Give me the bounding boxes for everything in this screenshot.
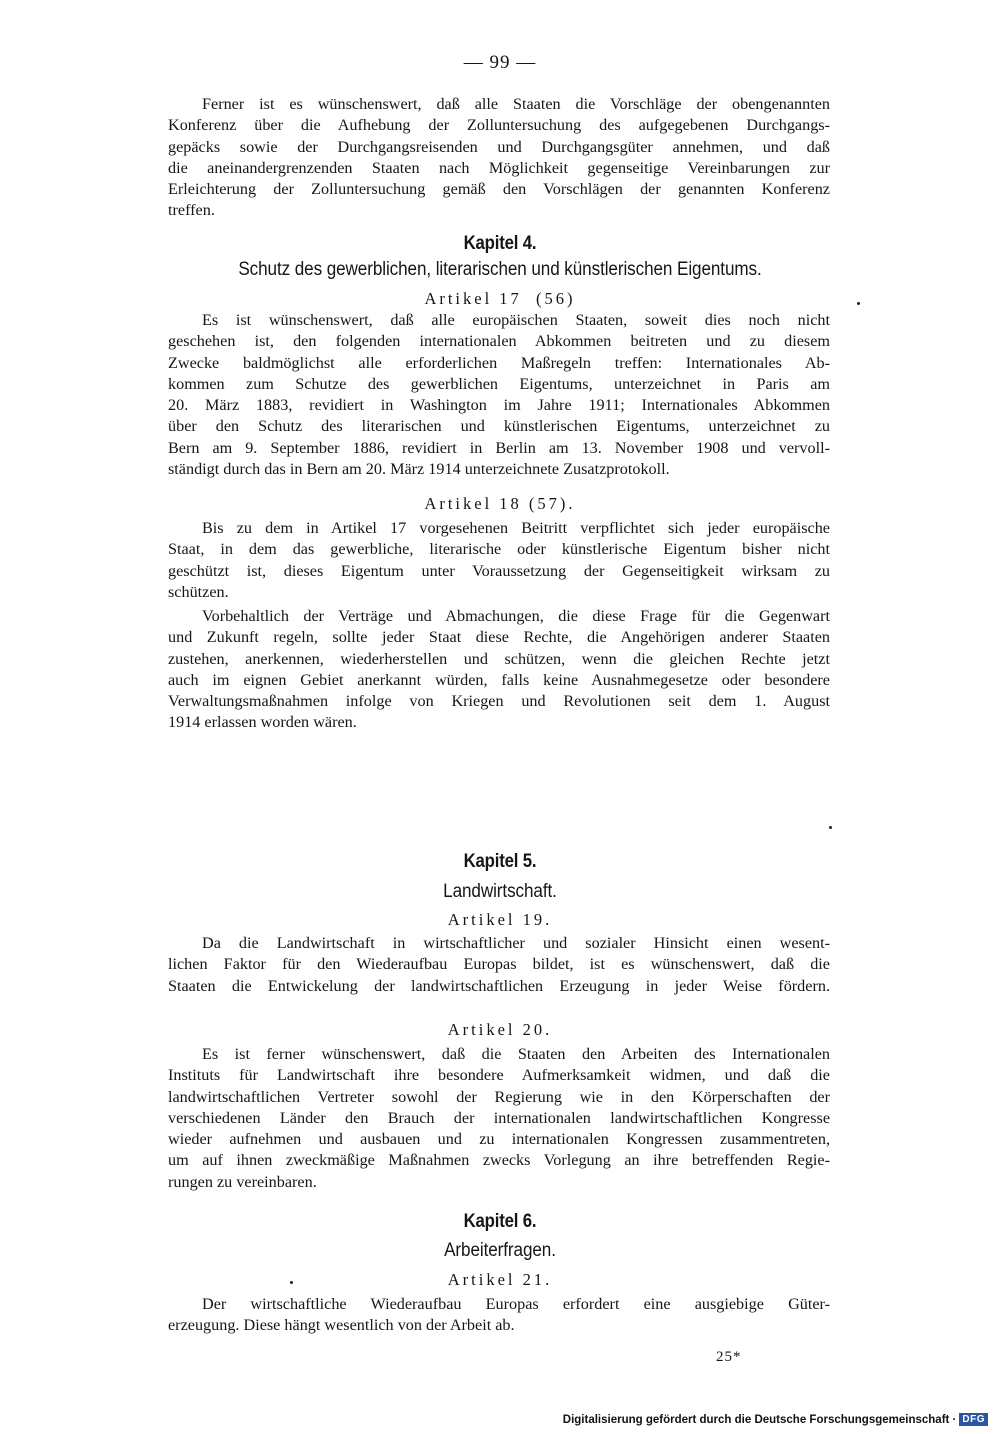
chapter-5-title: Kapitel 5. — [463, 850, 537, 872]
text-line: wieder aufnehmen und ausbauen und zu internationalen Kongressen zusammentreten, — [168, 1130, 830, 1149]
text-line: Konferenz über die Aufhebung der Zolluntersuchung des aufgegebenen Durchgangs- — [168, 116, 830, 135]
scan-speck — [857, 302, 860, 305]
article-17-paragraph — [168, 310, 830, 480]
scan-speck — [829, 826, 832, 829]
text-line: geschehen ist, den folgenden internationalen Abkommen beitreten und zu diesem — [168, 332, 830, 351]
text-line: 20. März 1883, revidiert in Washington im Jahre 1911; Internationales Abkommen — [168, 396, 830, 415]
text-line: Es ist wünschenswert, daß alle europäischen Staaten, soweit dies noch nicht — [202, 311, 830, 329]
text-line: landwirtschaftlichen Vertreter sowohl der Regierung wie in den Körperschaften der — [168, 1087, 830, 1106]
text-line: Bern am 9. September 1886, revidiert in Berlin am 13. November 1908 und vervoll- — [168, 438, 830, 457]
text-line: über den Schutz des literarischen und künstlerischen Eigentums, unterzeichnet zu — [168, 417, 830, 436]
chapter-4-title: Kapitel 4. — [463, 232, 537, 254]
text-line: Es ist ferner wünschenswert, daß die Staaten den Arbeiten des Internationalen — [202, 1045, 830, 1063]
article-17-heading: Artikel 17 (56) — [424, 289, 576, 308]
text-line: Zwecke baldmöglichst alle erforderlichen Maßregeln treffen: Internationales Ab- — [168, 353, 830, 372]
text-line: Der wirtschaftliche Wiederaufbau Europas erfordert eine ausgiebige Güter- — [202, 1295, 830, 1313]
text-line: Verwaltungsmaßnahmen infolge von Kriegen und Revolutionen seit dem 1. August — [168, 692, 830, 711]
text-line: kommen zum Schutze des gewerblichen Eigentums, unterzeichnet in Paris am — [168, 374, 830, 393]
article-19-heading: Artikel 19. — [447, 910, 553, 929]
text-line: Ferner ist es wünschenswert, daß alle Staaten die Vorschläge der obengenannten — [202, 95, 830, 113]
signature-mark: 25* — [716, 1349, 742, 1365]
article-20-heading: Artikel 20. — [447, 1020, 553, 1039]
text-line: Bis zu dem in Artikel 17 vorgesehenen Beitritt verpflichtet sich jeder europäische — [202, 519, 830, 537]
chapter-6-title: Kapitel 6. — [463, 1210, 537, 1232]
text-line: schützen. — [168, 582, 229, 601]
article-21-heading: Artikel 21. — [447, 1270, 553, 1289]
text-line: treffen. — [168, 201, 215, 220]
text-line: Erleichterung der Zolluntersuchung gemäß den Vorschlägen der genannten Konferenz — [168, 180, 830, 199]
footer-text: Digitalisierung gefördert durch die Deutsche Forschungsgemeinschaft · — [562, 1413, 957, 1426]
text-line: Instituts für Landwirtschaft ihre besondere Aufmerksamkeit widmen, und daß die — [168, 1066, 830, 1085]
text-line: Vorbehaltlich der Verträge und Abmachungen, die diese Frage für die Gegenwart — [202, 607, 830, 625]
text-line: 1914 erlassen worden wären. — [168, 713, 357, 732]
text-line: ständigt durch das in Bern am 20. März 1914 unterzeichnete Zusatzprotokoll. — [168, 460, 670, 479]
text-line: Staat, in dem das gewerbliche, literarische oder künstlerische Eigentum bisher nicht — [168, 540, 830, 559]
text-line: auch im eignen Gebiet anerkannt würden, falls keine Ausnahmegesetze oder besondere — [168, 670, 830, 689]
article-18-paragraph-2 — [168, 606, 830, 734]
text-line: zustehen, anerkennen, wiederherstellen und schützen, wenn die gleichen Rechte jetzt — [168, 649, 830, 668]
article-18-heading: Artikel 18 (57). — [424, 494, 576, 513]
scan-speck — [290, 1281, 293, 1284]
article-21-paragraph — [168, 1294, 830, 1337]
chapter-4-subtitle: Schutz des gewerblichen, literarischen und künstlerischen Eigentums. — [238, 259, 762, 280]
text-line: Da die Landwirtschaft in wirtschaftlicher und sozialer Hinsicht einen wesent- — [202, 934, 830, 952]
page-number: — 99 — — [463, 52, 537, 73]
dfg-logo: DFG — [959, 1413, 988, 1426]
text-line: verschiedenen Länder den Brauch der internationalen landwirtschaftlichen Kongresse — [168, 1108, 830, 1127]
article-19-paragraph — [168, 933, 830, 997]
text-line: gepäcks sowie der Durchgangsreisenden und Durchgangsgüter annehmen, und daß — [168, 137, 830, 156]
text-line: Staaten die Entwickelung der landwirtschaftlichen Erzeugung in jeder Weise fördern. — [168, 976, 830, 995]
text-line: geschützt ist, dieses Eigentum unter Voraussetzung der Gegenseitigkeit wirksam zu — [168, 561, 830, 580]
article-20-paragraph — [168, 1044, 830, 1193]
chapter-5-subtitle: Landwirtschaft. — [443, 881, 557, 902]
text-line: rungen zu vereinbaren. — [168, 1172, 317, 1191]
text-line: um auf ihnen zweckmäßige Maßnahmen zwecks Vorlegung an ihre betreffenden Regie- — [168, 1151, 830, 1170]
text-line: erzeugung. Diese hängt wesentlich von der Arbeit ab. — [168, 1316, 515, 1335]
article-18-paragraph-1 — [168, 518, 830, 603]
text-line: lichen Faktor für den Wiederaufbau Europas bildet, ist es wünschenswert, daß die — [168, 955, 830, 974]
footer-credit — [563, 1413, 988, 1426]
text-line: und Zukunft regeln, sollte jeder Staat diese Rechte, die Angehörigen anderer Staaten — [168, 628, 830, 647]
chapter-6-subtitle: Arbeiterfragen. — [444, 1240, 556, 1261]
intro-paragraph — [168, 94, 830, 222]
text-line: die aneinandergrenzenden Staaten nach Möglichkeit gegenseitige Vereinbarungen zur — [168, 158, 830, 177]
